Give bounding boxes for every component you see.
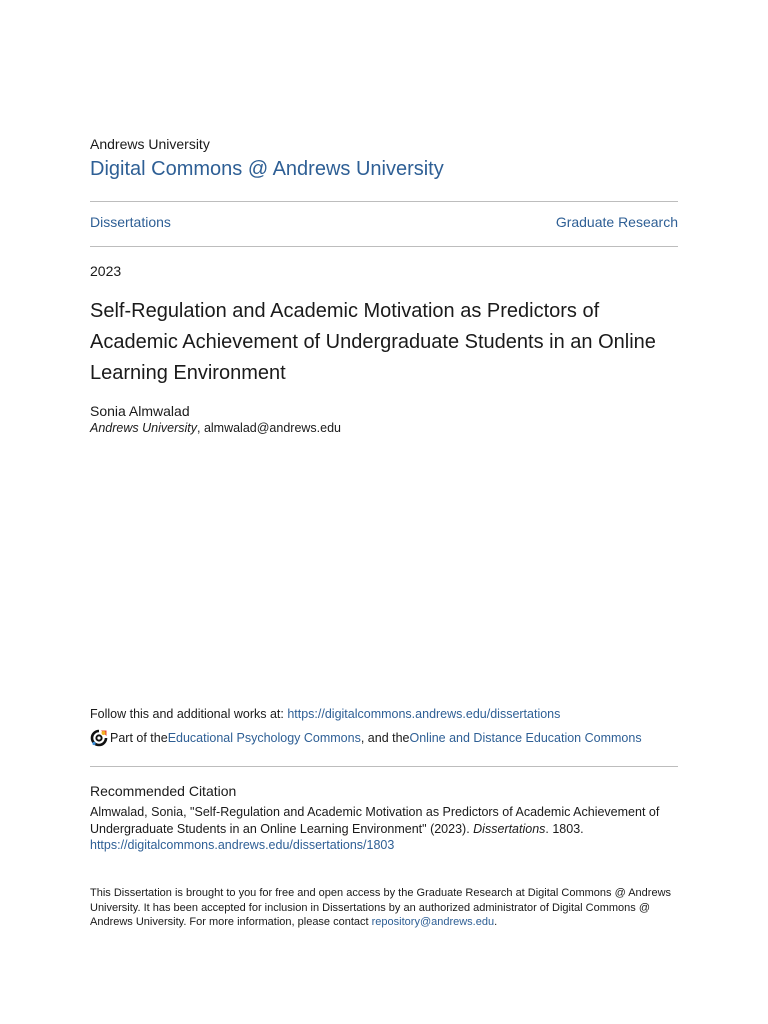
access-notice	[90, 886, 678, 930]
top-divider	[90, 201, 678, 202]
publication-year: 2023	[90, 263, 122, 279]
institution-name: Andrews University	[90, 136, 210, 152]
online-distance-education-commons-link[interactable]: Online and Distance Education Commons	[409, 731, 642, 745]
part-of-line	[90, 729, 642, 747]
affiliation-name: Andrews University	[90, 421, 197, 435]
citation-body	[90, 804, 678, 854]
graduate-research-link[interactable]: Graduate Research	[555, 214, 678, 230]
follow-label: Follow this and additional works at:	[90, 707, 288, 721]
access-notice-end: .	[494, 916, 498, 928]
author-email: almwalad@andrews.edu	[203, 421, 342, 435]
citation-series: Dissertations	[473, 821, 546, 836]
citation-number: . 1803.	[545, 821, 584, 836]
follow-line	[90, 707, 560, 721]
author-name: Sonia Almwalad	[90, 403, 190, 419]
educational-psychology-commons-link[interactable]: Educational Psychology Commons	[167, 731, 361, 745]
nav-divider	[90, 246, 678, 247]
commons-network-icon	[90, 729, 108, 747]
citation-url-link[interactable]: https://digitalcommons.andrews.edu/dissertations/1803	[90, 838, 395, 852]
repository-link[interactable]: Digital Commons @ Andrews University	[90, 158, 444, 180]
affiliation-separator: ,	[196, 421, 204, 435]
access-notice-text: This Dissertation is brought to you for free and open access by the Graduate Research at Digital Commons @ Andrews University. It has been accepted for inclusion in Dissertations by an authorized administrator of Digital Commons @ Andrews University. For more information, please contact	[90, 887, 672, 928]
citation-text: Almwalad, Sonia, "Self-Regulation and Academic Motivation as Predictors of Academic Achievement of Undergraduate Students in an Online Learning Environment" (2023).	[90, 805, 660, 836]
author-affiliation	[90, 421, 341, 435]
dissertations-link[interactable]: Dissertations	[90, 214, 171, 230]
part-of-prefix: Part of the	[110, 731, 168, 745]
citation-heading: Recommended Citation	[90, 783, 237, 799]
repository-email-link[interactable]: repository@andrews.edu	[371, 916, 495, 928]
part-of-middle: , and the	[360, 731, 410, 745]
dissertations-url-link[interactable]: https://digitalcommons.andrews.edu/dissertations	[287, 707, 561, 721]
paper-title: Self-Regulation and Academic Motivation as Predictors of Academic Achievement of Undergraduate Students in an Online Learning Environment	[90, 300, 656, 384]
citation-divider	[90, 766, 678, 767]
